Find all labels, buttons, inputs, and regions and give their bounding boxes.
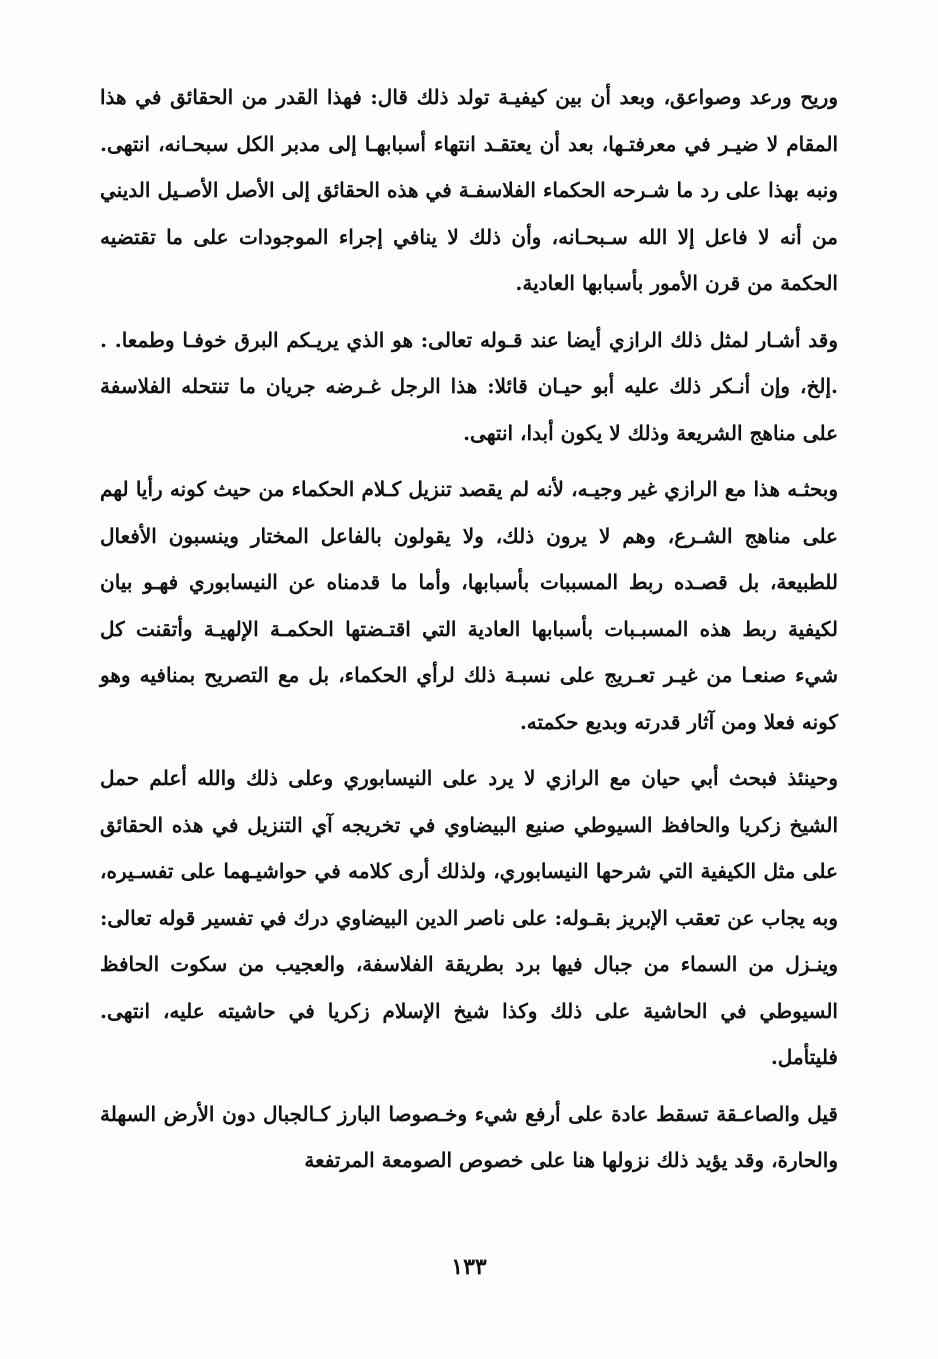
paragraph-5: قيل والصاعـقة تسقط عادة على أرفع شيء وخـصوصا البارز كـالجبال دون الأرض السهلة والحارة، وقد يؤيد ذلك نزولها هنا على خصوص الصومعة المرتفعة: [100, 1101, 838, 1172]
paragraph-4: وحينئذ فبحث أبي حيان مع الرازي لا يرد على النيسابوري وعلى ذلك والله أعلم حمل الشيخ زكريا والحافظ السيوطي صنيع البيضاوي في تخريجه آي التنزيل في هذه الحقائق على مثل الكيفية التي شرحها النيسابوري، ولذلك أرى كلامه في حواشيـهما على تفسـيره، وبه يجاب عن تعقب الإبريز بقـوله: على ناصر الدين البيضاوي درك في تفسير قوله تعالى: وينـزل من السماء من جبال فيها برد بطريقة الفلاسفة، والعجيب من سكوت الحافظ السيوطي في الحاشية على ذلك وكذا شيخ الإسلام زكريا في حاشيته عليه، انتهى. فليتأمل.: [100, 766, 839, 1069]
page-number: ١٣٣: [451, 1254, 487, 1280]
paragraph-2: وقد أشـار لمثل ذلك الرازي أيضا عند قـوله تعالى: هو الذي يريـكم البرق خوفـا وطمعا. . .إلخ، وإن أنـكر ذلك عليه أبو حيـان قائلا: هذا الرجل غـرضه جريان ما تنتحله الفلاسفة على مناهج الشريعة وذلك لا يكون أبدا، انتهى.: [100, 327, 838, 445]
body-text: [100, 74, 838, 1194]
paragraph-1: وريح ورعد وصواعق، وبعد أن بين كيفيـة تولد ذلك قال: فهذا القدر من الحقائق في هذا المقام لا ضيـر في معرفتـها، بعد أن يعتقـد انتهاء أسبابهـا إلى مدبر الكل سبحـانه، انتهى. ونبه بهذا على رد ما شـرحه الحكماء الفلاسفـة في هذه الحقائق إلى الأصل الأصـيل الديني من أنه لا فاعل إلا الله سـبحـانه، وأن ذلك لا ينافي إجراء الموجودات على ما تقتضيه الحكمة من قرن الأمور بأسبابها العادية.: [100, 85, 838, 295]
paragraph-3: وبحثـه هذا مع الرازي غير وجيـه، لأنه لم يقصد تنزيل كـلام الحكماء من حيث كونه رأيا لهم على مناهج الشـرع، وهم لا يرون ذلك، ولا يقولون بالفاعل المختار وينسبون الأفعال للطبيعة، بل قصـده ربط المسببات بأسبابها، وأما ما قدمناه عن النيسابوري فهـو بيان لكيفية ربط هذه المسبـبات بأسبابها العادية التي اقتـضتها الحكمـة الإلهيـة وأتقنت كل شيء صنعـا من غيـر تعـريج على نسبـة ذلك لرأي الحكماء، بل مع التصريح بمنافيه وهو كونه فعلا ومن آثار قدرته وبديع حكمته.: [100, 477, 838, 734]
